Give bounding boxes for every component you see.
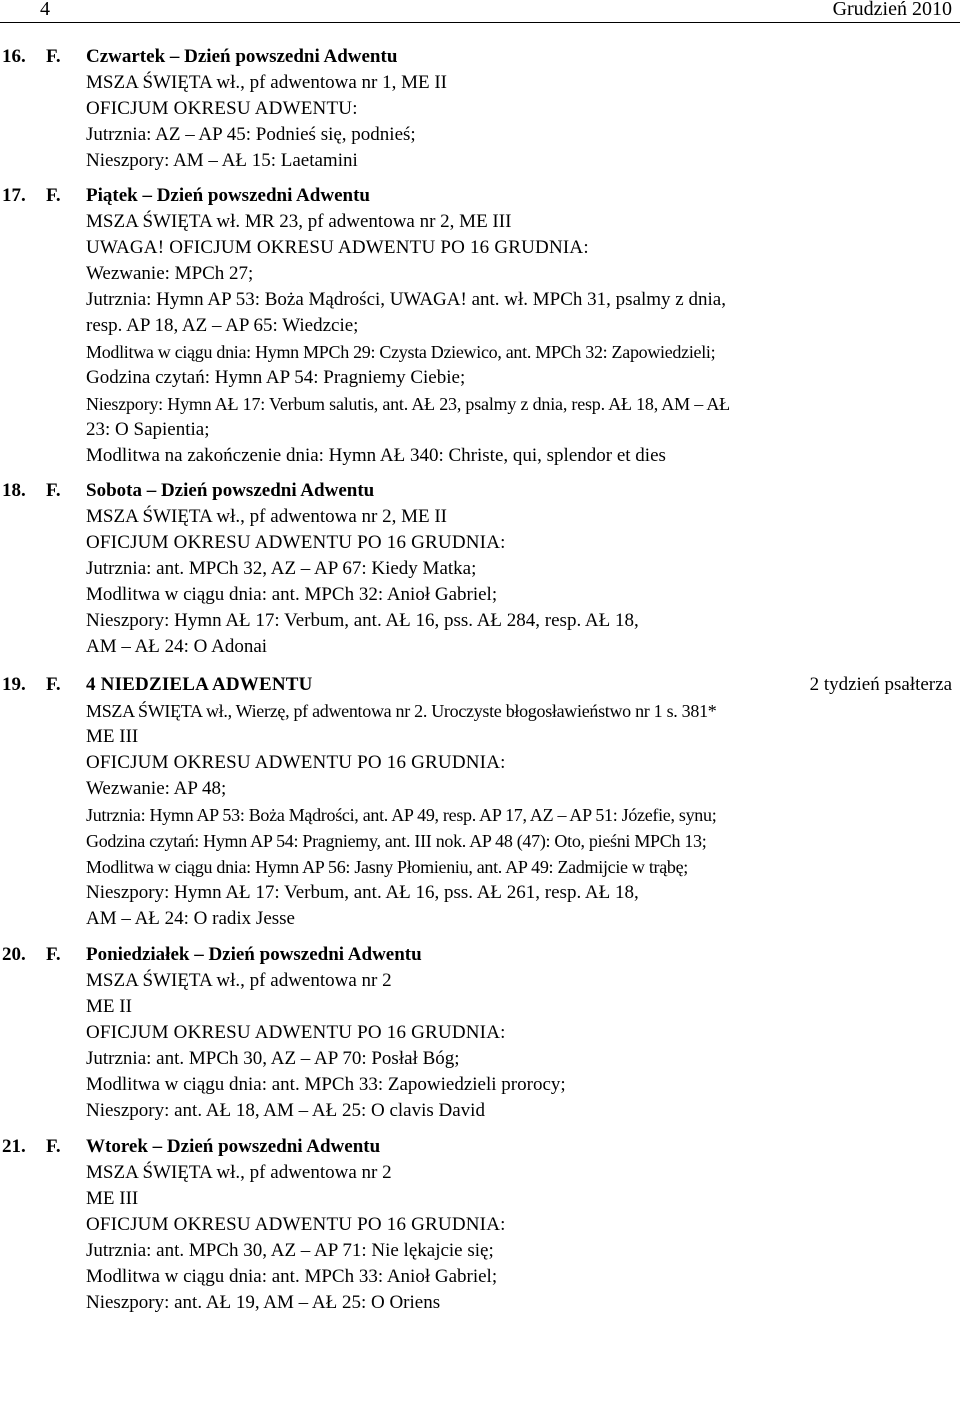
day-label bbox=[0, 183, 86, 209]
office-line: resp. AP 18, AZ – AP 65: Wiedzcie; bbox=[86, 315, 359, 336]
office-line: Nieszpory: ant. AŁ 18, AM – AŁ 25: O clavis David bbox=[86, 1100, 485, 1121]
office-heading: UWAGA! OFICJUM OKRESU ADWENTU PO 16 GRUDNIA: bbox=[86, 237, 589, 258]
liturgical-color: F. bbox=[46, 185, 61, 206]
office-line: AM – AŁ 24: O radix Jesse bbox=[86, 908, 295, 929]
day-label bbox=[0, 942, 86, 968]
office-line: Godzina czytań: Hymn AP 54: Pragniemy Ciebie; bbox=[86, 367, 466, 388]
mass-line: MSZA ŚWIĘTA wł., pf adwentowa nr 2 bbox=[86, 970, 392, 991]
page-number: 4 bbox=[40, 0, 50, 20]
office-line: Modlitwa na zakończenie dnia: Hymn AŁ 340: Christe, qui, splendor et dies bbox=[86, 445, 666, 466]
day-number: 16. bbox=[2, 46, 26, 67]
mass-line: MSZA ŚWIĘTA wł. MR 23, pf adwentowa nr 2, ME III bbox=[86, 211, 512, 232]
office-line: Jutrznia: Hymn AP 53: Boża Mądrości, UWAGA! ant. wł. MPCh 31, psalmy z dnia, bbox=[86, 289, 726, 310]
office-line: Nieszpory: Hymn AŁ 17: Verbum salutis, ant. AŁ 23, psalmy z dnia, resp. AŁ 18, AM – AŁ bbox=[86, 394, 730, 414]
day-title: Sobota – Dzień powszedni Adwentu bbox=[86, 480, 375, 501]
page-header bbox=[0, 0, 960, 23]
office-line: AM – AŁ 24: O Adonai bbox=[86, 636, 268, 657]
office-heading: OFICJUM OKRESU ADWENTU PO 16 GRUDNIA: bbox=[86, 752, 506, 773]
day-entry-16 bbox=[0, 44, 960, 174]
day-entry-17 bbox=[0, 183, 960, 469]
day-label bbox=[0, 1134, 86, 1160]
day-entry-18 bbox=[0, 478, 960, 660]
day-number: 19. bbox=[2, 674, 26, 695]
day-title: Piątek – Dzień powszedni Adwentu bbox=[86, 185, 370, 206]
office-line: Nieszpory: Hymn AŁ 17: Verbum, ant. AŁ 16, pss. AŁ 261, resp. AŁ 18, bbox=[86, 882, 639, 903]
mass-line: MSZA ŚWIĘTA wł., pf adwentowa nr 2, ME II bbox=[86, 506, 448, 527]
office-line: Wezwanie: AP 48; bbox=[86, 778, 227, 799]
liturgical-color: F. bbox=[46, 674, 61, 695]
day-number: 17. bbox=[2, 185, 26, 206]
liturgical-color: F. bbox=[46, 480, 61, 501]
office-line: Nieszpory: Hymn AŁ 17: Verbum, ant. AŁ 16, pss. AŁ 284, resp. AŁ 18, bbox=[86, 610, 639, 631]
mass-line: MSZA ŚWIĘTA wł., pf adwentowa nr 2 bbox=[86, 1162, 392, 1183]
day-title-row bbox=[86, 672, 952, 698]
liturgical-color: F. bbox=[46, 944, 61, 965]
office-line: Godzina czytań: Hymn AP 54: Pragniemy, ant. III nok. AP 48 (47): Oto, pieśni MPCh 13; bbox=[86, 831, 707, 851]
day-entry-21 bbox=[0, 1134, 960, 1316]
office-line: Jutrznia: ant. MPCh 30, AZ – AP 71: Nie lękajcie się; bbox=[86, 1240, 494, 1261]
day-number: 21. bbox=[2, 1136, 26, 1157]
office-heading: OFICJUM OKRESU ADWENTU PO 16 GRUDNIA: bbox=[86, 532, 506, 553]
office-line: Jutrznia: ant. MPCh 30, AZ – AP 70: Posłał Bóg; bbox=[86, 1048, 460, 1069]
day-label bbox=[0, 44, 86, 70]
day-number: 20. bbox=[2, 944, 26, 965]
liturgical-color: F. bbox=[46, 46, 61, 67]
office-line: Modlitwa w ciągu dnia: ant. MPCh 32: Anioł Gabriel; bbox=[86, 584, 498, 605]
office-heading: OFICJUM OKRESU ADWENTU: bbox=[86, 98, 358, 119]
calendar-entries bbox=[0, 44, 960, 1316]
mass-line: ME III bbox=[86, 1188, 139, 1209]
mass-line: MSZA ŚWIĘTA wł., pf adwentowa nr 1, ME II bbox=[86, 72, 448, 93]
mass-line: MSZA ŚWIĘTA wł., Wierzę, pf adwentowa nr 2. Uroczyste błogosławieństwo nr 1 s. 381* bbox=[86, 701, 717, 721]
day-label bbox=[0, 478, 86, 504]
psalter-week: 2 tydzień psałterza bbox=[809, 674, 952, 695]
day-entry-20 bbox=[0, 942, 960, 1124]
office-heading: OFICJUM OKRESU ADWENTU PO 16 GRUDNIA: bbox=[86, 1022, 506, 1043]
office-line: Nieszpory: AM – AŁ 15: Laetamini bbox=[86, 150, 358, 171]
mass-line: ME III bbox=[86, 726, 139, 747]
day-title: 4 NIEDZIELA ADWENTU bbox=[86, 674, 313, 695]
day-title: Czwartek – Dzień powszedni Adwentu bbox=[86, 46, 398, 67]
office-line: Nieszpory: ant. AŁ 19, AM – AŁ 25: O Oriens bbox=[86, 1292, 441, 1313]
office-line: Modlitwa w ciągu dnia: Hymn MPCh 29: Czysta Dziewico, ant. MPCh 32: Zapowiedzieli; bbox=[86, 342, 716, 362]
office-heading: OFICJUM OKRESU ADWENTU PO 16 GRUDNIA: bbox=[86, 1214, 506, 1235]
day-entry-19 bbox=[0, 672, 960, 932]
office-line: Jutrznia: ant. MPCh 32, AZ – AP 67: Kiedy Matka; bbox=[86, 558, 477, 579]
office-line: 23: O Sapientia; bbox=[86, 419, 210, 440]
header-month: Grudzień 2010 bbox=[832, 0, 952, 20]
day-title: Poniedziałek – Dzień powszedni Adwentu bbox=[86, 944, 422, 965]
office-line: Modlitwa w ciągu dnia: ant. MPCh 33: Anioł Gabriel; bbox=[86, 1266, 498, 1287]
liturgical-color: F. bbox=[46, 1136, 61, 1157]
office-line: Jutrznia: Hymn AP 53: Boża Mądrości, ant. AP 49, resp. AP 17, AZ – AP 51: Józefie, synu; bbox=[86, 805, 717, 825]
day-title: Wtorek – Dzień powszedni Adwentu bbox=[86, 1136, 381, 1157]
day-number: 18. bbox=[2, 480, 26, 501]
office-line: Modlitwa w ciągu dnia: ant. MPCh 33: Zapowiedzieli prorocy; bbox=[86, 1074, 566, 1095]
office-line: Jutrznia: AZ – AP 45: Podnieś się, podnieś; bbox=[86, 124, 416, 145]
day-label bbox=[0, 672, 86, 698]
office-line: Wezwanie: MPCh 27; bbox=[86, 263, 254, 284]
office-line: Modlitwa w ciągu dnia: Hymn AP 56: Jasny Płomieniu, ant. AP 49: Zadmijcie w trąbę; bbox=[86, 857, 688, 877]
mass-line: ME II bbox=[86, 996, 132, 1017]
